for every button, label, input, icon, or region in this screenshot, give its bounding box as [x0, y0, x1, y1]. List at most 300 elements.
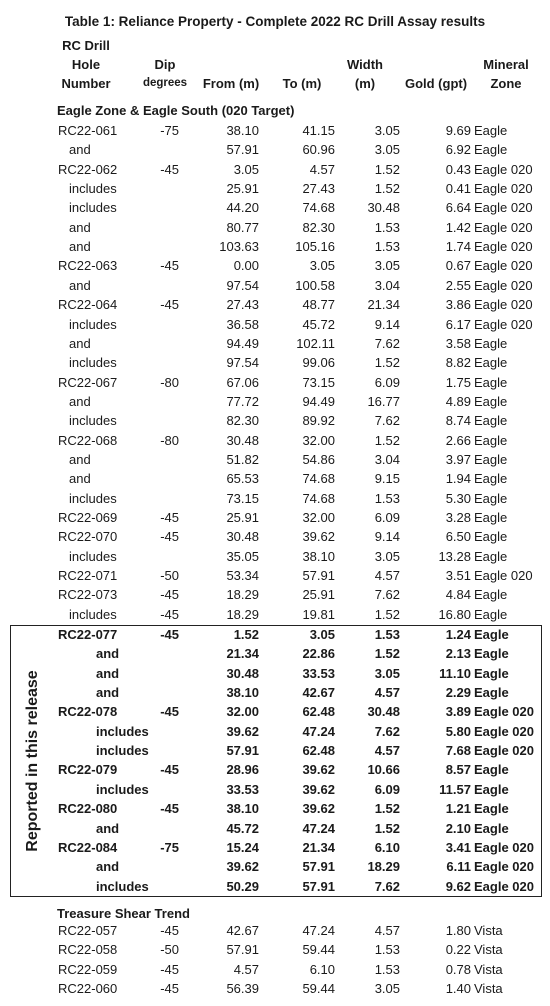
gold-cell: 1.80 — [445, 923, 471, 938]
table-row — [0, 960, 550, 979]
width-cell: 1.52 — [374, 355, 400, 371]
width-cell: 16.77 — [367, 393, 400, 409]
table-row — [0, 644, 550, 663]
zone-cell: Eagle — [474, 820, 509, 836]
dip-cell: -45 — [160, 258, 179, 274]
from-cell: 50.29 — [226, 878, 259, 894]
dip-cell: -45 — [160, 587, 179, 603]
section-title-eagle: Eagle Zone & Eagle South (020 Target) — [57, 103, 295, 118]
gold-cell: 13.28 — [438, 548, 471, 564]
width-cell: 9.15 — [374, 471, 400, 487]
zone-cell: Eagle — [474, 548, 508, 564]
zone-cell: Eagle 020 — [474, 161, 533, 177]
table-row — [0, 857, 550, 876]
zone-cell: Eagle 020 — [474, 297, 533, 313]
zone-cell: Eagle 020 — [474, 878, 534, 894]
dip-cell: -45 — [160, 704, 179, 720]
from-cell: 33.53 — [226, 781, 259, 797]
header-width-line1: Width — [347, 57, 383, 72]
from-cell: 77.72 — [226, 393, 259, 409]
to-cell: 32.00 — [302, 510, 335, 525]
width-cell: 1.52 — [374, 606, 400, 622]
dip-cell: -45 — [160, 981, 179, 997]
from-cell: 80.77 — [226, 219, 259, 235]
from-cell: 4.57 — [233, 961, 259, 977]
zone-cell: Eagle 020 — [474, 239, 533, 255]
zone-cell: Eagle — [474, 685, 509, 701]
table-row — [0, 741, 550, 760]
zone-cell: Eagle 020 — [474, 704, 534, 720]
header-gold: Gold (gpt) — [404, 76, 468, 91]
table-row — [0, 819, 550, 838]
width-cell: 6.10 — [374, 839, 400, 855]
dip-cell: -45 — [160, 606, 179, 622]
width-cell: 4.57 — [374, 743, 400, 759]
from-cell: 30.48 — [226, 529, 259, 545]
zone-cell: Eagle — [474, 413, 508, 429]
width-cell: 6.09 — [374, 781, 400, 797]
width-cell: 1.52 — [374, 161, 400, 177]
to-cell: 74.68 — [302, 200, 335, 216]
gold-cell: 3.41 — [445, 839, 471, 855]
gold-cell: 4.84 — [445, 587, 471, 603]
header-hole-line1: RC Drill — [62, 38, 110, 53]
table-row — [0, 489, 550, 508]
table-row — [0, 566, 550, 585]
to-cell: 6.10 — [309, 961, 335, 977]
hole-cell: RC22-070 — [58, 529, 118, 545]
gold-cell: 3.89 — [445, 704, 471, 720]
table-row — [0, 979, 550, 998]
zone-cell: Eagle — [474, 781, 509, 797]
width-cell: 30.48 — [367, 200, 400, 216]
from-cell: 56.39 — [226, 981, 259, 997]
hole-cell: RC22-059 — [58, 961, 118, 977]
header-hole-line2: Hole — [71, 57, 101, 72]
dip-cell: -75 — [160, 123, 179, 138]
zone-cell: Eagle — [474, 451, 508, 467]
gold-cell: 3.28 — [445, 510, 471, 525]
from-cell: 53.34 — [226, 568, 259, 584]
hole-cell: and — [96, 665, 120, 681]
dip-cell: -45 — [160, 923, 179, 938]
hole-cell: RC22-057 — [58, 923, 118, 938]
to-cell: 45.72 — [302, 316, 335, 332]
from-cell: 57.91 — [226, 942, 259, 958]
gold-cell: 4.89 — [445, 393, 471, 409]
header-to: To (m) — [282, 76, 322, 91]
gold-cell: 6.64 — [445, 200, 471, 216]
hole-cell: RC22-067 — [58, 374, 118, 390]
dip-cell: -75 — [160, 839, 179, 855]
gold-cell: 1.75 — [445, 374, 471, 390]
table-row — [0, 160, 550, 179]
dip-cell: -45 — [160, 529, 179, 545]
zone-cell: Vista — [474, 942, 503, 958]
gold-cell: 2.66 — [445, 432, 471, 448]
gold-cell: 1.42 — [445, 219, 471, 235]
table-row — [0, 218, 550, 237]
hole-cell: RC22-062 — [58, 161, 118, 177]
hole-cell: RC22-071 — [58, 568, 118, 584]
width-cell: 6.09 — [374, 510, 400, 525]
zone-cell: Eagle 020 — [474, 859, 534, 875]
hole-cell: and — [96, 646, 120, 662]
table-row — [0, 237, 550, 256]
to-cell: 82.30 — [302, 219, 335, 235]
table-row — [0, 585, 550, 604]
table-row — [0, 940, 550, 959]
zone-cell: Eagle — [474, 606, 508, 622]
gold-cell: 11.57 — [439, 781, 471, 797]
zone-cell: Eagle 020 — [474, 181, 533, 197]
from-cell: 25.91 — [226, 510, 259, 525]
from-cell: 25.91 — [226, 181, 259, 197]
to-cell: 99.06 — [302, 355, 335, 371]
zone-cell: Eagle — [474, 646, 509, 662]
table-row — [0, 508, 550, 527]
hole-cell: and — [69, 219, 91, 235]
zone-cell: Eagle — [474, 142, 508, 158]
hole-cell: RC22-061 — [58, 123, 118, 138]
table-row — [0, 838, 550, 857]
table-row — [0, 256, 550, 275]
table-row — [0, 664, 550, 683]
from-cell: 30.48 — [226, 432, 259, 448]
width-cell: 30.48 — [367, 704, 400, 720]
gold-cell: 5.30 — [445, 490, 471, 506]
width-cell: 4.57 — [374, 923, 400, 938]
from-cell: 21.34 — [226, 646, 259, 662]
hole-cell: RC22-058 — [58, 942, 118, 958]
header-dip — [140, 55, 190, 93]
from-cell: 28.96 — [226, 762, 259, 778]
header-hole-line3: Number — [61, 76, 111, 91]
from-cell: 51.82 — [226, 451, 259, 467]
table-row — [0, 198, 550, 217]
header-width — [340, 55, 390, 93]
width-cell: 4.57 — [374, 685, 400, 701]
gold-cell: 11.10 — [439, 665, 471, 681]
width-cell: 18.29 — [367, 859, 400, 875]
to-cell: 57.91 — [302, 878, 335, 894]
from-cell: 15.24 — [226, 839, 259, 855]
to-cell: 74.68 — [302, 490, 335, 506]
section-title-treasure: Treasure Shear Trend — [57, 906, 190, 921]
to-cell: 48.77 — [302, 297, 335, 313]
from-cell: 44.20 — [226, 200, 259, 216]
hole-cell: RC22-063 — [58, 258, 118, 274]
to-cell: 42.67 — [302, 685, 335, 701]
zone-cell: Eagle — [474, 587, 508, 603]
table-row — [0, 547, 550, 566]
from-cell: 97.54 — [226, 277, 259, 293]
width-cell: 1.52 — [374, 801, 400, 817]
from-cell: 35.05 — [226, 548, 259, 564]
hole-cell: and — [96, 859, 120, 875]
header-dip-line2: degrees — [142, 77, 188, 89]
gold-cell: 5.80 — [445, 723, 471, 739]
gold-cell: 8.74 — [445, 413, 471, 429]
gold-cell: 1.24 — [445, 627, 471, 642]
gold-cell: 16.80 — [438, 606, 471, 622]
dip-cell: -45 — [160, 510, 179, 525]
to-cell: 39.62 — [302, 801, 335, 817]
table-row — [0, 353, 550, 372]
from-cell: 0.00 — [233, 258, 259, 274]
gold-cell: 6.11 — [446, 859, 471, 875]
table-row — [0, 450, 550, 469]
to-cell: 47.24 — [302, 820, 335, 836]
gold-cell: 0.41 — [445, 181, 471, 197]
hole-cell: includes — [96, 781, 149, 797]
from-cell: 18.29 — [226, 587, 259, 603]
dip-cell: -80 — [160, 374, 179, 390]
table-row — [0, 392, 550, 411]
table-row — [0, 625, 550, 644]
to-cell: 21.34 — [302, 839, 335, 855]
width-cell: 6.09 — [374, 374, 400, 390]
header-width-line2: (m) — [354, 76, 376, 91]
hole-cell: and — [69, 335, 91, 351]
to-cell: 62.48 — [302, 704, 335, 720]
dip-cell: -80 — [160, 432, 179, 448]
zone-cell: Eagle — [474, 355, 508, 371]
to-cell: 3.05 — [309, 258, 335, 274]
hole-cell: RC22-079 — [58, 762, 118, 778]
gold-cell: 8.57 — [445, 762, 471, 778]
width-cell: 10.66 — [367, 762, 400, 778]
zone-cell: Eagle — [474, 627, 509, 642]
table-row — [0, 683, 550, 702]
to-cell: 27.43 — [302, 181, 335, 197]
table-row — [0, 780, 550, 799]
width-cell: 3.05 — [374, 258, 400, 274]
hole-cell: and — [69, 277, 91, 293]
gold-cell: 2.13 — [445, 646, 471, 662]
to-cell: 47.24 — [302, 923, 335, 938]
zone-cell: Eagle — [474, 762, 509, 778]
width-cell: 3.04 — [374, 277, 400, 293]
zone-cell: Eagle 020 — [474, 839, 534, 855]
zone-cell: Eagle 020 — [474, 723, 534, 739]
hole-cell: and — [69, 393, 91, 409]
gold-cell: 2.29 — [445, 685, 471, 701]
width-cell: 1.52 — [374, 181, 400, 197]
to-cell: 39.62 — [302, 781, 335, 797]
hole-cell: RC22-068 — [58, 432, 118, 448]
to-cell: 57.91 — [302, 568, 335, 584]
table-row — [0, 527, 550, 546]
gold-cell: 2.55 — [445, 277, 471, 293]
width-cell: 21.34 — [367, 297, 400, 313]
zone-cell: Vista — [474, 981, 503, 997]
hole-cell: includes — [69, 181, 117, 197]
zone-cell: Eagle — [474, 510, 508, 525]
hole-cell: RC22-077 — [58, 627, 118, 642]
zone-cell: Eagle 020 — [474, 743, 534, 759]
table-row — [0, 411, 550, 430]
table-row — [0, 877, 550, 896]
zone-cell: Eagle — [474, 432, 508, 448]
gold-cell: 0.78 — [445, 961, 471, 977]
width-cell: 1.52 — [374, 432, 400, 448]
dip-cell: -50 — [160, 568, 179, 584]
hole-cell: RC22-080 — [58, 801, 118, 817]
from-cell: 94.49 — [226, 335, 259, 351]
gold-cell: 0.22 — [445, 942, 471, 958]
header-hole — [56, 36, 116, 93]
zone-cell: Eagle — [474, 335, 508, 351]
width-cell: 1.53 — [374, 961, 400, 977]
hole-cell: RC22-073 — [58, 587, 118, 603]
gold-cell: 7.68 — [445, 743, 471, 759]
header-zone-line2: Zone — [490, 76, 522, 91]
hole-cell: and — [96, 685, 120, 701]
hole-cell: includes — [69, 490, 117, 506]
hole-cell: includes — [69, 200, 117, 216]
to-cell: 39.62 — [302, 529, 335, 545]
dip-cell: -45 — [160, 961, 179, 977]
to-cell: 62.48 — [302, 743, 335, 759]
dip-cell: -45 — [160, 627, 179, 642]
from-cell: 36.58 — [226, 316, 259, 332]
zone-cell: Eagle 020 — [474, 219, 533, 235]
zone-cell: Eagle 020 — [474, 200, 533, 216]
hole-cell: and — [69, 471, 91, 487]
to-cell: 22.86 — [302, 646, 335, 662]
table-row — [0, 921, 550, 940]
from-cell: 1.52 — [233, 627, 259, 642]
zone-cell: Eagle — [474, 471, 508, 487]
hole-cell: includes — [69, 413, 117, 429]
from-cell: 32.00 — [226, 704, 259, 720]
gold-cell: 1.94 — [445, 471, 471, 487]
hole-cell: and — [69, 142, 91, 158]
to-cell: 105.16 — [295, 239, 335, 255]
hole-cell: includes — [69, 355, 117, 371]
table-row — [0, 605, 550, 624]
from-cell: 42.67 — [226, 923, 259, 938]
to-cell: 59.44 — [302, 942, 335, 958]
from-cell: 97.54 — [226, 355, 259, 371]
gold-cell: 6.17 — [445, 316, 471, 332]
to-cell: 59.44 — [302, 981, 335, 997]
width-cell: 7.62 — [374, 723, 400, 739]
from-cell: 57.91 — [226, 142, 259, 158]
dip-cell: -45 — [160, 297, 179, 313]
from-cell: 73.15 — [226, 490, 259, 506]
to-cell: 60.96 — [302, 142, 335, 158]
table-row — [0, 334, 550, 353]
from-cell: 65.53 — [226, 471, 259, 487]
gold-cell: 6.50 — [445, 529, 471, 545]
from-cell: 82.30 — [226, 413, 259, 429]
table-row — [0, 799, 550, 818]
gold-cell: 2.10 — [445, 820, 471, 836]
zone-cell: Eagle 020 — [474, 316, 533, 332]
table-row — [0, 179, 550, 198]
width-cell: 9.14 — [374, 529, 400, 545]
table-row — [0, 295, 550, 314]
gold-cell: 1.74 — [445, 239, 471, 255]
width-cell: 1.53 — [374, 219, 400, 235]
zone-cell: Vista — [474, 923, 503, 938]
hole-cell: includes — [96, 723, 149, 739]
from-cell: 38.10 — [226, 123, 259, 138]
to-cell: 94.49 — [302, 393, 335, 409]
gold-cell: 3.97 — [445, 451, 471, 467]
width-cell: 3.05 — [374, 548, 400, 564]
to-cell: 41.15 — [302, 123, 335, 138]
zone-cell: Eagle — [474, 490, 508, 506]
to-cell: 47.24 — [302, 723, 335, 739]
width-cell: 3.05 — [374, 142, 400, 158]
dip-cell: -50 — [160, 942, 179, 958]
width-cell: 1.53 — [374, 942, 400, 958]
width-cell: 9.14 — [374, 316, 400, 332]
hole-cell: RC22-084 — [58, 839, 118, 855]
hole-cell: RC22-078 — [58, 704, 118, 720]
to-cell: 74.68 — [302, 471, 335, 487]
width-cell: 1.52 — [374, 646, 400, 662]
from-cell: 27.43 — [226, 297, 259, 313]
gold-cell: 3.51 — [445, 568, 471, 584]
to-cell: 19.81 — [302, 606, 335, 622]
to-cell: 32.00 — [302, 432, 335, 448]
from-cell: 38.10 — [226, 801, 259, 817]
hole-cell: includes — [69, 316, 117, 332]
zone-cell: Eagle 020 — [474, 277, 533, 293]
hole-cell: and — [96, 820, 120, 836]
from-cell: 39.62 — [226, 859, 259, 875]
table-row — [0, 760, 550, 779]
table-row — [0, 121, 550, 140]
from-cell: 57.91 — [226, 743, 259, 759]
to-cell: 73.15 — [302, 374, 335, 390]
width-cell: 1.53 — [374, 239, 400, 255]
width-cell: 3.05 — [374, 981, 400, 997]
gold-cell: 9.69 — [445, 123, 471, 138]
gold-cell: 8.82 — [445, 355, 471, 371]
header-dip-line1: Dip — [154, 57, 176, 72]
width-cell: 1.53 — [374, 627, 400, 642]
hole-cell: includes — [96, 743, 149, 759]
to-cell: 89.92 — [302, 413, 335, 429]
header-zone-line1: Mineral — [483, 57, 529, 72]
from-cell: 45.72 — [226, 820, 259, 836]
zone-cell: Eagle — [474, 374, 508, 390]
hole-cell: RC22-064 — [58, 297, 118, 313]
header-from: From (m) — [202, 76, 260, 91]
from-cell: 38.10 — [226, 685, 259, 701]
from-cell: 18.29 — [226, 606, 259, 622]
hole-cell: includes — [69, 606, 117, 622]
to-cell: 4.57 — [309, 161, 335, 177]
to-cell: 33.53 — [302, 665, 335, 681]
width-cell: 3.04 — [374, 451, 400, 467]
gold-cell: 1.21 — [445, 801, 471, 817]
dip-cell: -45 — [160, 801, 179, 817]
zone-cell: Eagle — [474, 801, 509, 817]
from-cell: 103.63 — [219, 239, 259, 255]
gold-cell: 3.86 — [445, 297, 471, 313]
table-row — [0, 702, 550, 721]
table-row — [0, 431, 550, 450]
dip-cell: -45 — [160, 161, 179, 177]
gold-cell: 3.58 — [445, 335, 471, 351]
to-cell: 57.91 — [302, 859, 335, 875]
